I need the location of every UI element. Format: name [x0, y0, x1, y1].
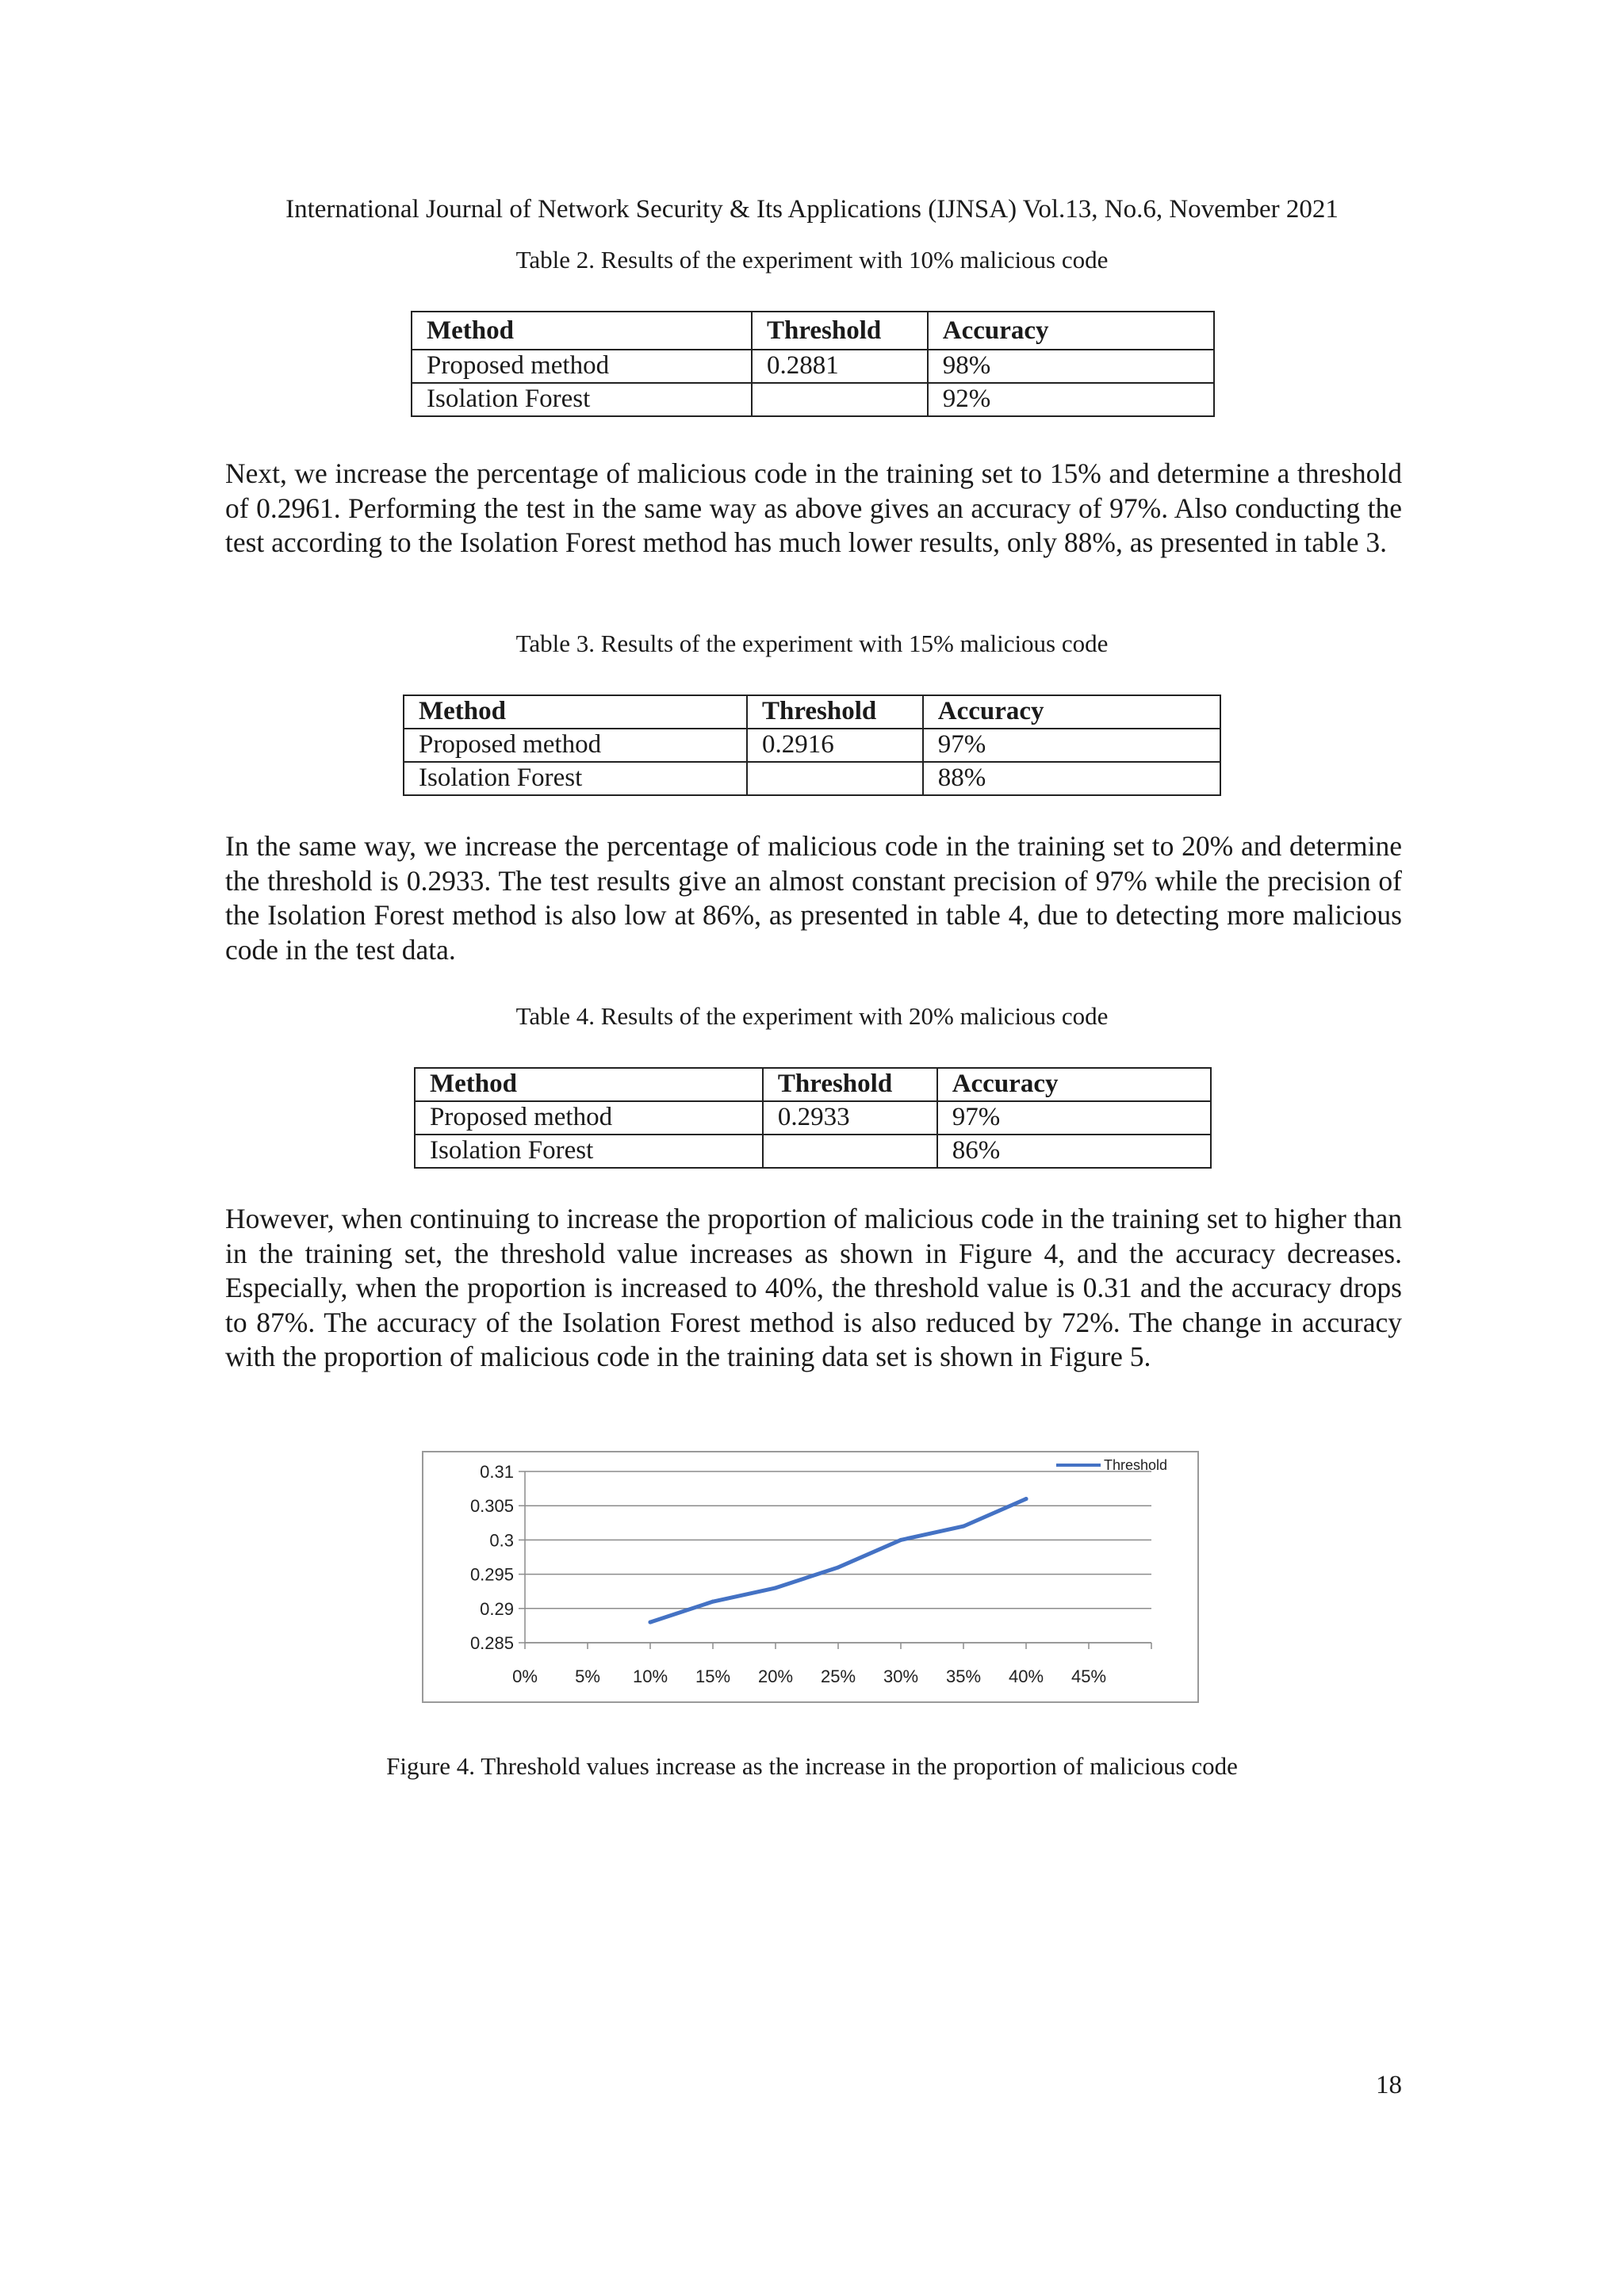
x-tick-label: 35% [945, 1667, 982, 1686]
column-header-threshold: Threshold [763, 1068, 937, 1101]
column-header-accuracy: Accuracy [937, 1068, 1211, 1101]
x-tick-label: 40% [1008, 1667, 1044, 1686]
y-tick-label: 0.295 [469, 1564, 514, 1585]
data-point [1025, 1497, 1028, 1501]
column-header-method: Method [415, 1068, 763, 1101]
table-cell: 98% [928, 350, 1214, 383]
table-cell: 92% [928, 383, 1214, 416]
table-cell: 86% [937, 1135, 1211, 1168]
table-cell: 0.2933 [763, 1101, 937, 1135]
data-point [774, 1586, 778, 1590]
table-row [415, 1101, 1211, 1135]
table-cell: 88% [923, 762, 1220, 795]
table-header-row [415, 1068, 1211, 1101]
x-tick-label: 5% [575, 1667, 600, 1686]
table-4 [414, 1067, 1212, 1169]
table-row [415, 1135, 1211, 1168]
table-row [412, 383, 1214, 416]
table-cell: Proposed method [415, 1101, 763, 1135]
table-3 [403, 695, 1221, 796]
x-tick-label: 25% [820, 1667, 856, 1686]
y-tick-label: 0.29 [480, 1598, 514, 1619]
table-row [404, 762, 1220, 795]
paragraph-3: However, when continuing to increase the proportion of malicious code in the training set to higher than in the training set, the threshold value increases as shown in Figure 4, and the accuracy decreases. Especially, when the proportion is increased to 40%, the threshold value is 0.31 and the accuracy drops to 87%. The accuracy of the Isolation Forest method is also reduced by 72%. The change in accuracy with the proportion of malicious code in the training data set is shown in Figure 5. [225, 1203, 1402, 1372]
table-cell: Proposed method [412, 350, 752, 383]
series-line-threshold [650, 1499, 1026, 1623]
table-cell: 97% [923, 729, 1220, 762]
x-tick-label: 30% [883, 1667, 919, 1686]
y-tick-label: 0.285 [469, 1633, 514, 1653]
table-cell [747, 762, 923, 795]
data-point [837, 1565, 841, 1569]
table-cell: Isolation Forest [412, 383, 752, 416]
table-header-row [412, 312, 1214, 350]
x-tick-label: 10% [632, 1667, 668, 1686]
table-2-caption: Table 2. Results of the experiment with 10% malicious code [515, 246, 1109, 274]
table-cell: Proposed method [404, 729, 747, 762]
table-header-row [404, 695, 1220, 729]
y-tick-label: 0.305 [469, 1496, 514, 1517]
column-header-threshold: Threshold [752, 312, 928, 350]
table-cell: 0.2881 [752, 350, 928, 383]
column-header-method: Method [412, 312, 752, 350]
legend-label: Threshold [1104, 1457, 1168, 1473]
column-header-method: Method [404, 695, 747, 729]
data-point [711, 1600, 715, 1604]
table-4-caption: Table 4. Results of the experiment with 20% malicious code [515, 1002, 1109, 1030]
x-tick-label: 45% [1071, 1667, 1107, 1686]
y-tick-label: 0.31 [480, 1462, 514, 1482]
x-tick-label: 15% [695, 1667, 731, 1686]
table-cell [763, 1135, 937, 1168]
table-cell: Isolation Forest [404, 762, 747, 795]
page-number: 18 [1376, 2071, 1402, 2099]
threshold-line-chart [423, 1452, 1197, 1701]
table-row [412, 350, 1214, 383]
y-tick-label: 0.3 [489, 1530, 514, 1551]
paragraph-2: In the same way, we increase the percentage of malicious code in the training set to 20% and determine the threshold is 0.2933. The test results give an almost constant precision of 97% while the precision of the Isolation Forest method is also low at 86%, as presented in table 4, due to detecting more malicious code in the test data. [225, 830, 1402, 966]
table-cell: 0.2916 [747, 729, 923, 762]
data-point [649, 1621, 653, 1624]
column-header-threshold: Threshold [747, 695, 923, 729]
paragraph-1: Next, we increase the percentage of malicious code in the training set to 15% and determine a threshold of 0.2961. Performing the test in the same way as above gives an accuracy of 97%. Also conducting the test according to the Isolation Forest method has much lower results, only 88%, as presented in table 3. [225, 457, 1402, 558]
x-tick-label: 20% [757, 1667, 794, 1686]
data-point [962, 1525, 966, 1529]
column-header-accuracy: Accuracy [923, 695, 1220, 729]
table-cell: Isolation Forest [415, 1135, 763, 1168]
table-cell [752, 383, 928, 416]
x-tick-label: 0% [512, 1667, 538, 1686]
data-point [899, 1538, 903, 1542]
figure-4-caption: Figure 4. Threshold values increase as the increase in the proportion of malicious code [386, 1752, 1238, 1780]
table-cell: 97% [937, 1101, 1211, 1135]
table-3-caption: Table 3. Results of the experiment with 15% malicious code [515, 629, 1109, 657]
column-header-accuracy: Accuracy [928, 312, 1214, 350]
table-row [404, 729, 1220, 762]
threshold-chart-frame [422, 1451, 1199, 1703]
table-2 [411, 311, 1215, 417]
journal-header: International Journal of Network Security & Its Applications (IJNSA) Vol.13, No.6, November 2021 [285, 195, 1339, 224]
